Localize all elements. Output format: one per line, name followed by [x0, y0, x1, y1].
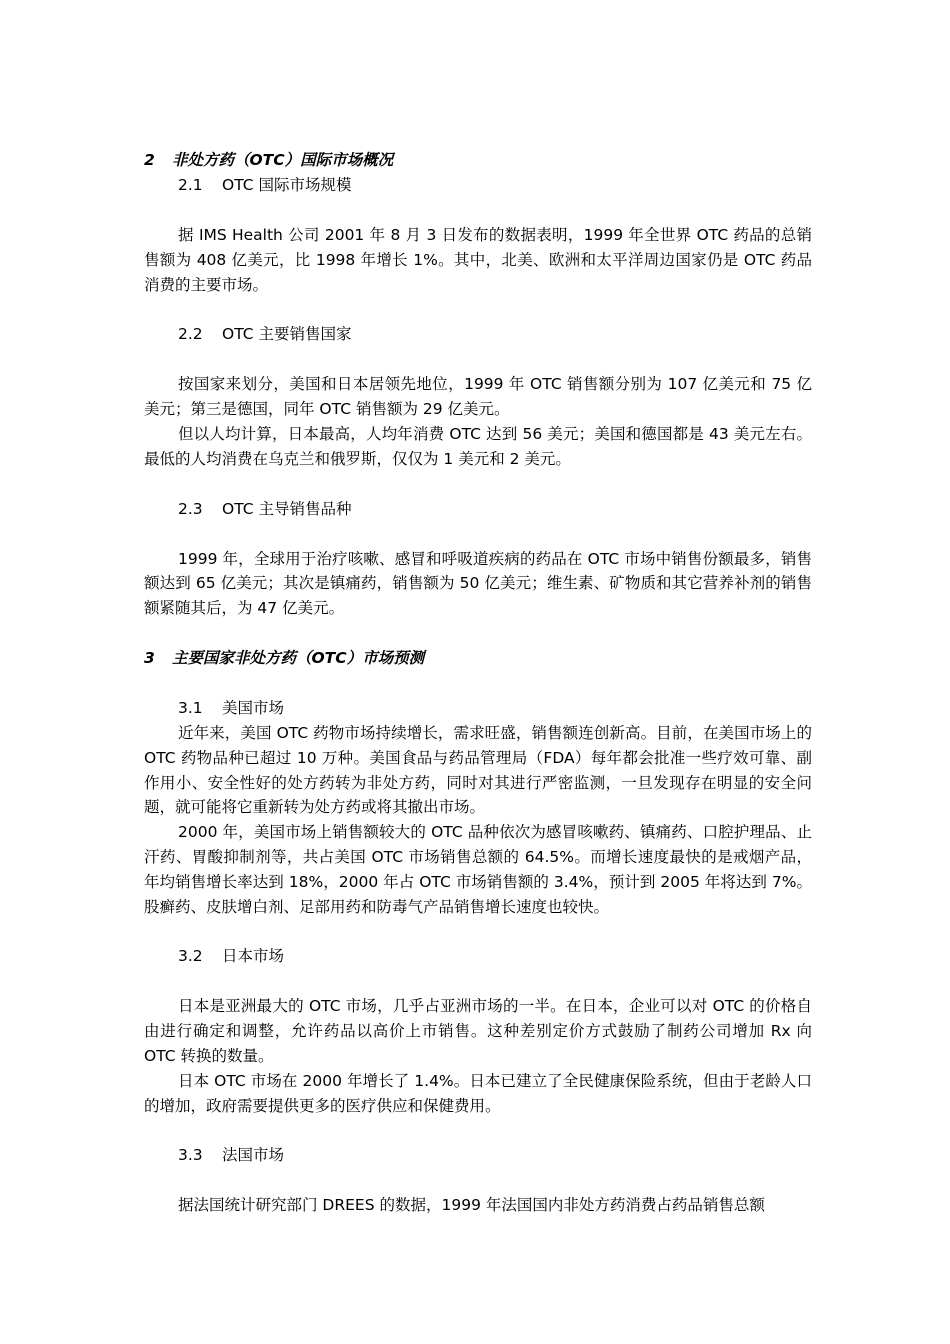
document-body [144, 148, 812, 1218]
section-title: 非处方药（OTC）国际市场概况 [172, 151, 394, 169]
subsection-number: 3.1 [178, 698, 203, 717]
subsection-heading-2-2 [144, 322, 812, 347]
subsection-title: 美国市场 [222, 698, 285, 717]
paragraph: 1999 年，全球用于治疗咳嗽、感冒和呼吸道疾病的药品在 OTC 市场中销售份额最多，销售额达到 65 亿美元；其次是镇痛药，销售额为 50 亿美元；维生素、矿物质和其它营养补剂的销售额紧随其后，为 47 亿美元。 [144, 549, 812, 618]
subsection-heading-3-3 [144, 1143, 812, 1168]
subsection-number: 2.2 [178, 325, 203, 344]
paragraph: 据 IMS Health 公司 2001 年 8 月 3 日发布的数据表明，1999 年全世界 OTC 药品的总销售额为 408 亿美元，比 1998 年增长 1%。其中，北美、欧洲和太平洋周边国家仍是 OTC 药品消费的主要市场。 [144, 226, 812, 294]
subsection-title: OTC 主导销售品种 [222, 499, 352, 518]
paragraph: 2000 年，美国市场上销售额较大的 OTC 品种依次为感冒咳嗽药、镇痛药、口腔护理品、止汗药、胃酸抑制剂等，共占美国 OTC 市场销售总额的 64.5%。而增长速度最快的是戒烟产品，年均销售增长率达到 18%，2000 年占 OTC 市场销售额的 3.4%，预计到 2005 年将达到 7%。股癣药、皮肤增白剂、足部用药和防毒气产品销售增长速度也较快。 [144, 823, 812, 916]
section-heading-2 [144, 148, 812, 173]
subsection-heading-3-1 [144, 696, 812, 721]
subsection-heading-2-1 [144, 173, 812, 198]
section-title: 主要国家非处方药（OTC）市场预测 [172, 648, 425, 667]
subsection-number: 2.1 [178, 176, 203, 194]
subsection-title: OTC 国际市场规模 [222, 176, 352, 194]
subsection-number: 2.3 [178, 499, 203, 518]
paragraph: 据法国统计研究部门 DREES 的数据，1999 年法国国内非处方药消费占药品销售总额 [178, 1196, 765, 1215]
paragraph: 日本 OTC 市场在 2000 年增长了 1.4%。日本已建立了全民健康保险系统，但由于老龄人口的增加，政府需要提供更多的医疗供应和保健费用。 [144, 1071, 812, 1115]
subsection-title: 法国市场 [222, 1146, 285, 1165]
subsection-heading-3-2 [144, 944, 812, 969]
subsection-number: 3.2 [178, 947, 203, 966]
subsection-number: 3.3 [178, 1146, 203, 1165]
subsection-heading-2-3 [144, 497, 812, 522]
paragraph: 按国家来划分，美国和日本居领先地位，1999 年 OTC 销售额分别为 107 亿美元和 75 亿美元；第三是德国，同年 OTC 销售额为 29 亿美元。 [144, 375, 812, 419]
section-number: 3 [144, 648, 155, 667]
subsection-title: 日本市场 [222, 947, 285, 966]
paragraph: 近年来，美国 OTC 药物市场持续增长，需求旺盛，销售额连创新高。目前，在美国市场上的 OTC 药物品种已超过 10 万种。美国食品与药品管理局（FDA）每年都会批准一些疗效可靠、副作用小、安全性好的处方药转为非处方药，同时对其进行严密监测，一旦发现存在明显的安全问题，就可能将它重新转为处方药或将其撤出市场。 [144, 723, 812, 817]
subsection-title: OTC 主要销售国家 [222, 325, 352, 344]
section-heading-3 [144, 646, 812, 671]
paragraph: 但以人均计算，日本最高，人均年消费 OTC 达到 56 美元；美国和德国都是 43 美元左右。最低的人均消费在乌克兰和俄罗斯，仅仅为 1 美元和 2 美元。 [144, 424, 812, 468]
section-number: 2 [144, 151, 155, 169]
paragraph: 日本是亚洲最大的 OTC 市场，几乎占亚洲市场的一半。在日本，企业可以对 OTC 的价格自由进行确定和调整，允许药品以高价上市销售。这种差别定价方式鼓励了制药公司增加 Rx 向 OTC 转换的数量。 [144, 997, 812, 1065]
